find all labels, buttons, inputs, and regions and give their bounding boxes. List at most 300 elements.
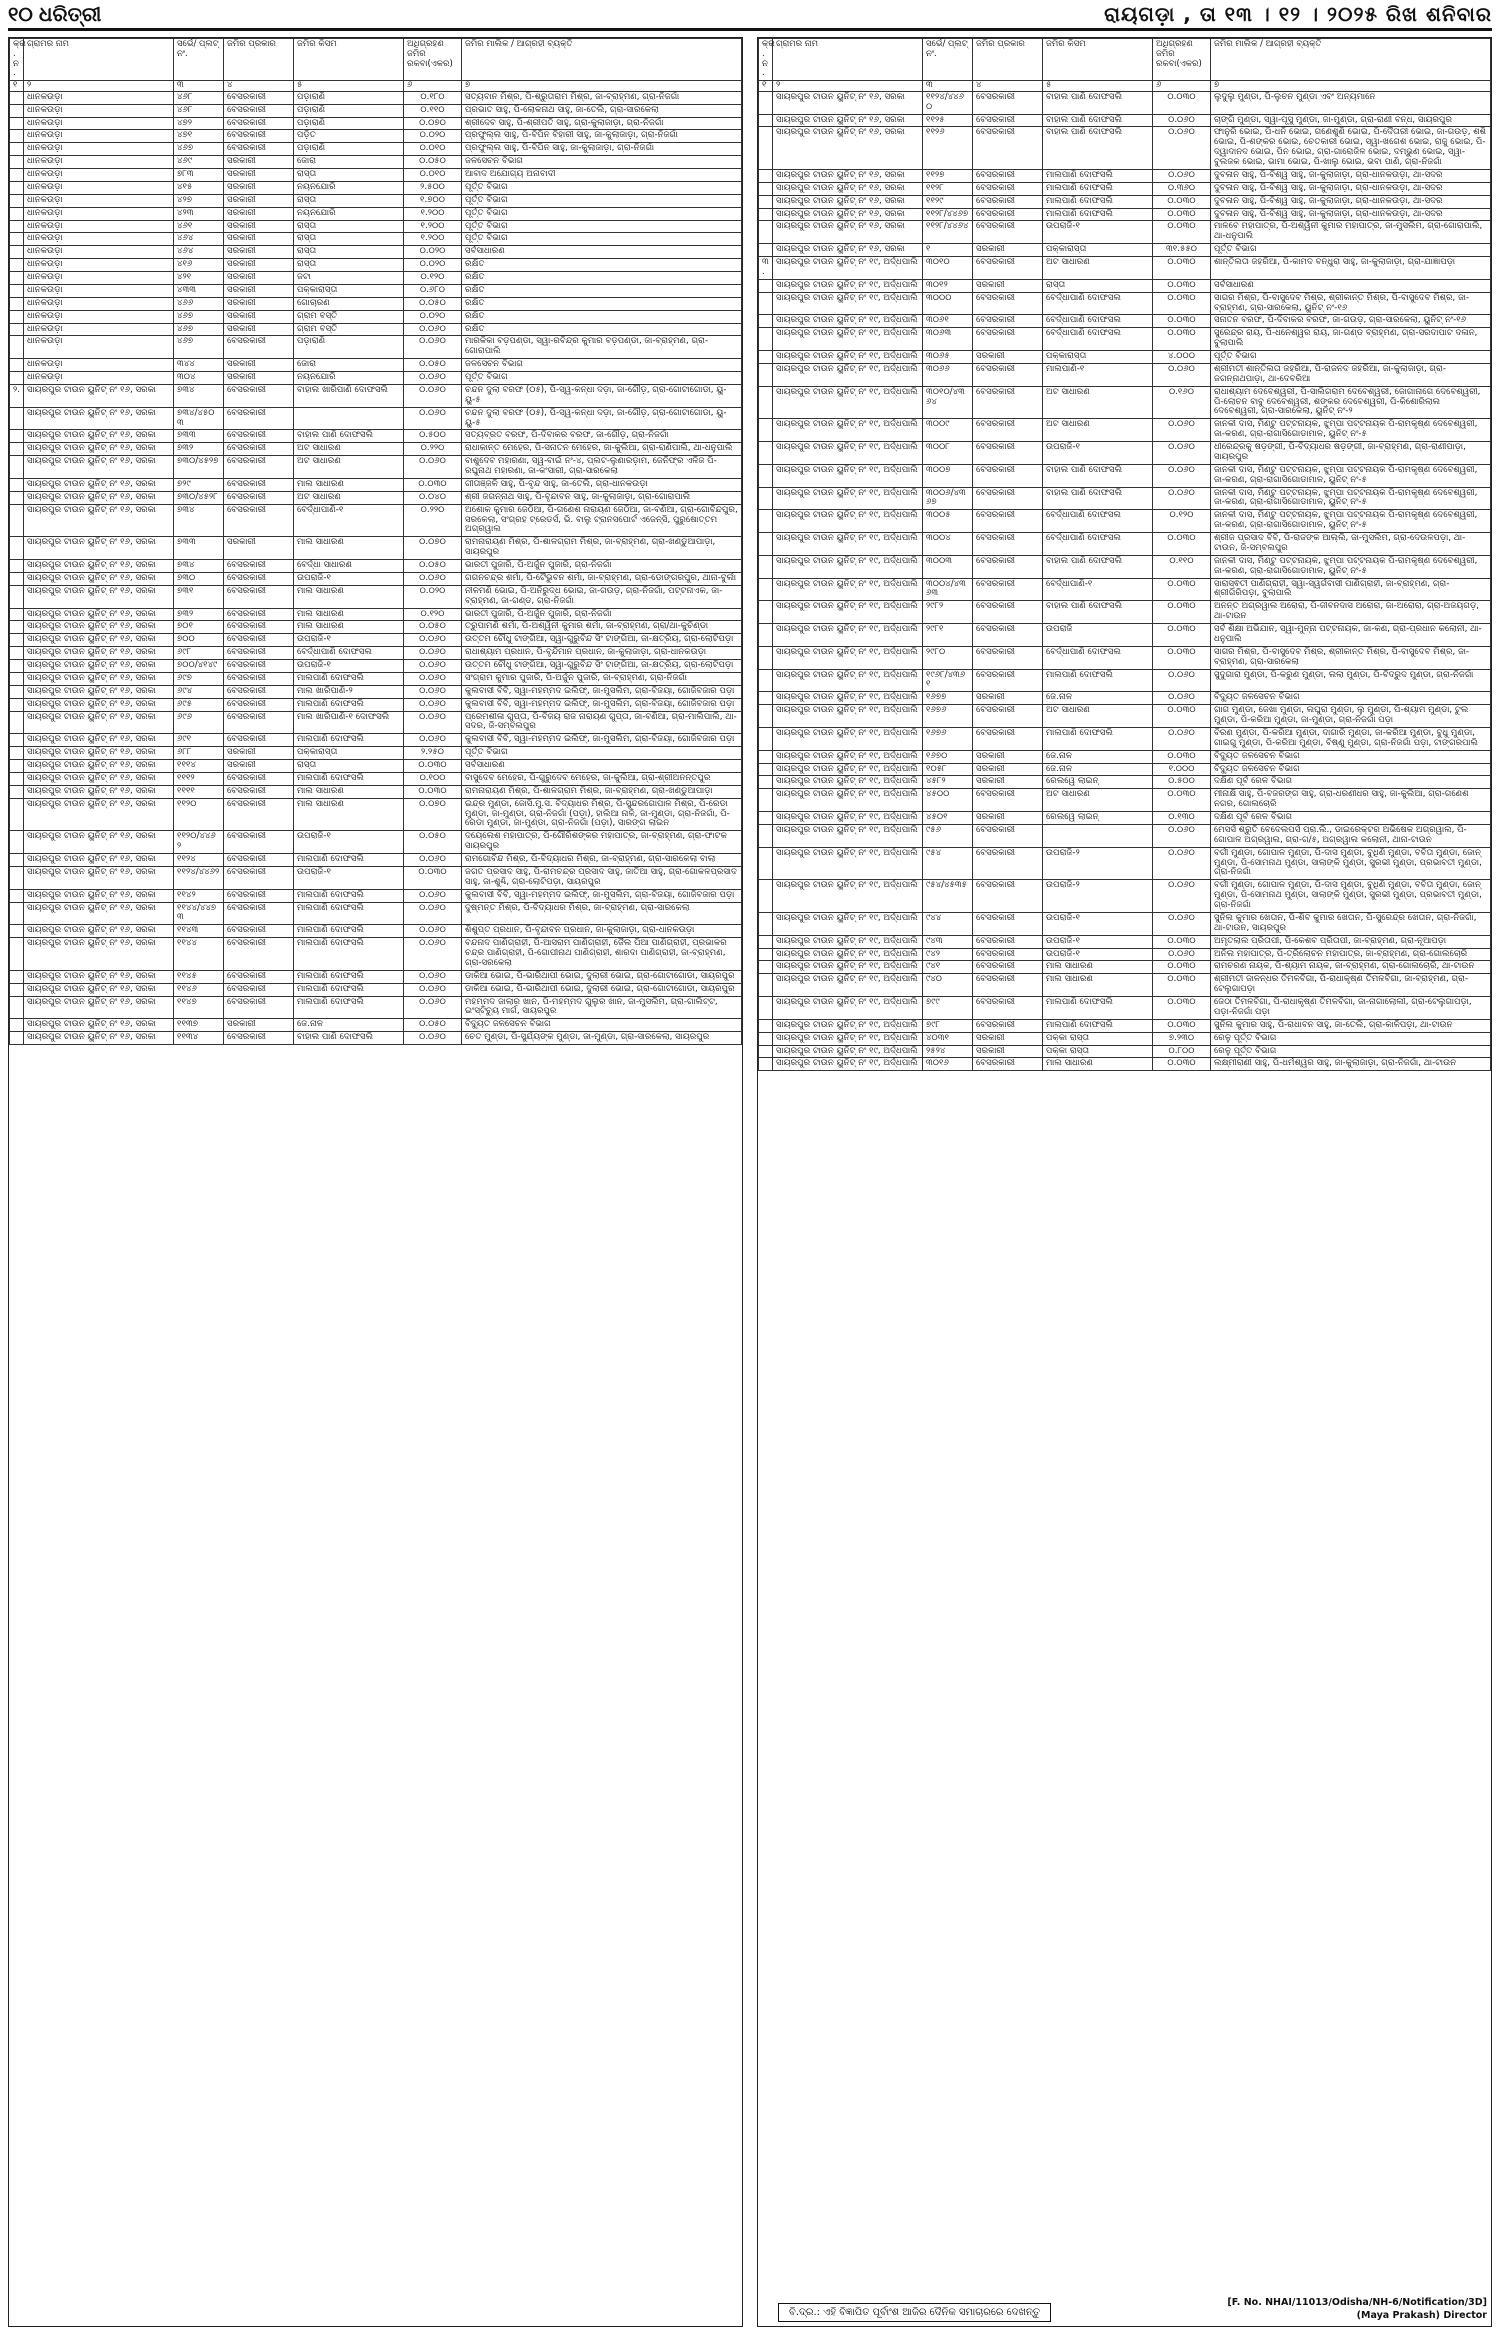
- cell-land-type: ବେସରକାରୀ: [973, 578, 1043, 601]
- cell-sl: [759, 776, 773, 789]
- cell-area: ୧.୨୦୦: [404, 233, 462, 246]
- cell-land-type: ବେସରକାରୀ: [973, 948, 1043, 961]
- cell-land-type: ବେସରକାରୀ: [973, 974, 1043, 997]
- cell-area: ୦.୦୬୦: [404, 384, 462, 407]
- cell-land-type: ବେସରକାରୀ: [224, 130, 294, 143]
- cell-sl: [10, 272, 24, 285]
- cell-land-kind: ମାଲ ସାଧାରଣ: [294, 585, 404, 608]
- cell-land-type: ବେସରକାରୀ: [973, 114, 1043, 127]
- table-row: [759, 669, 1491, 692]
- cell-plot: ୩୦୧୦: [923, 257, 973, 280]
- table-row: [10, 284, 742, 297]
- cell-land-kind: ମାଲପାଣି ଦୋଫସଲି: [294, 889, 404, 902]
- table-row: [10, 407, 742, 430]
- cell-sl: [10, 866, 24, 889]
- cell-sl: [10, 207, 24, 220]
- cell-area: ୦.୦୨୦: [404, 246, 462, 259]
- header-survey: ସର୍ଭେ/ ପ୍ଲଟ୍ ନଂ.: [923, 39, 973, 81]
- cell-sl: [759, 669, 773, 692]
- cell-sl: [759, 750, 773, 763]
- cell-land-kind: ମାଲପାଣି-୧: [1043, 363, 1153, 386]
- cell-plot: ୬୯୬: [174, 711, 224, 734]
- cell-village: ସାୟରପୁର ଟାଉନ ୟୁନିଟ୍ ନଂ ୧୯, ଅର୍ଦ୍ଧପାଲି: [773, 763, 923, 776]
- cell-owner: ବିଦ୍ୟୁତ ଜଳସେଚନ ବିଭାଗ: [1211, 692, 1491, 705]
- cell-owner: ସତ୍ୟବାନ ମିଶ୍ର, ପି-ଶ୍ରୁତାରାମ ମିଶ୍ର, ଜା-ବ୍ରାହ୍ମଣ, ଗ୍ରା-ନିଜଗାଁ: [462, 91, 742, 104]
- table-row: [759, 182, 1491, 195]
- cell-village: ସାୟରପୁର ଟାଉନ ୟୁନିଟ୍ ନଂ ୧୬, ସରକା: [24, 537, 174, 560]
- cell-sl: [759, 624, 773, 647]
- cell-owner: ଦୁବଳାନ ସାହୁ, ପି-ବିଶ୍ୱ ସାହୁ, ଜା-କୁଲାଜାଡ଼ା, ଗ୍ରା-ଧାନକଉଡ଼ା, ଥା-ସଦର: [1211, 195, 1491, 208]
- cell-village: ସାୟରପୁର ଟାଉନ ୟୁନିଟ୍ ନଂ ୧୯, ଅର୍ଦ୍ଧପାଲି: [773, 386, 923, 419]
- cell-owner: ପୂର୍ତ୍ତ ବିଭାଗ: [462, 181, 742, 194]
- cell-village: ସାୟରପୁର ଟାଉନ ୟୁନିଟ୍ ନଂ ୧୬, ସରକା: [24, 456, 174, 479]
- cell-village: ସାୟରପୁର ଟାଉନ ୟୁନିଟ୍ ନଂ ୧୯, ଅର୍ଦ୍ଧପାଲି: [773, 315, 923, 328]
- cell-sl: [759, 812, 773, 825]
- index-cell: ୭: [462, 81, 742, 92]
- table-row: [759, 114, 1491, 127]
- cell-area: ୦.୦୬୦: [1153, 169, 1211, 182]
- cell-village: ସାୟରପୁର ଟାଉନ ୟୁନିଟ୍ ନଂ ୧୬, ସରକା: [24, 772, 174, 785]
- masthead-logo: ଧରିତ୍ରୀ: [38, 1, 102, 26]
- cell-sl: [759, 880, 773, 913]
- cell-plot: ୩୦୬୩: [923, 328, 973, 351]
- cell-village: ସାୟରପୁର ଟାଉନ ୟୁନିଟ୍ ନଂ ୧୬, ସରକା: [24, 430, 174, 443]
- cell-land-kind: ବେର୍ଦ୍ଧା ସାଧାରଣ: [294, 560, 404, 573]
- cell-plot: ୩୦୧୦/୪୩୬୪: [923, 386, 973, 419]
- cell-area: ୦.୧୮୦: [404, 91, 462, 104]
- table-row: [759, 91, 1491, 114]
- cell-land-type: ବେସରକାରୀ: [973, 315, 1043, 328]
- table-row: [759, 419, 1491, 442]
- cell-plot: ୧୧୪୨: [174, 889, 224, 902]
- header-sl: କ୍ର. ନ.: [759, 39, 773, 81]
- cell-owner: କୁଲବାସୀ ବିବି, ସ୍ୱା-ମହମ୍ମଦ ଇଲିଫ୍, ଜା-ମୁସଲିମ, ଗ୍ରା-ବିଜୟା, ଗୋଜିବଜାର ପଡ଼ା: [462, 734, 742, 747]
- table-row: [759, 880, 1491, 913]
- cell-land-type: ସରକାରୀ: [973, 776, 1043, 789]
- cell-land-kind: ନୟନଯୋରି: [294, 181, 404, 194]
- cell-land-type: ସରକାରୀ: [224, 181, 294, 194]
- cell-land-type: ବେସରକାରୀ: [973, 935, 1043, 948]
- cell-village: ଧାନକଉଡ଼ା: [24, 143, 174, 156]
- table-row: [10, 336, 742, 359]
- cell-plot: ୬୯୪: [174, 685, 224, 698]
- cell-owner: ସଂଗ୍ରାମ କୁମାର ପୁଜାରି, ପି-ଅର୍ଜୁନ ପୁଜାରି, ଜା-ବ୍ରାହ୍ମଣ, ଗ୍ରା-ନିଜଗାଁ: [462, 672, 742, 685]
- cell-plot: ୩୦୦୮: [923, 442, 973, 465]
- cell-land-type: ବେସରକାରୀ: [973, 221, 1043, 244]
- cell-owner: ପ୍ରଫୁଲ୍ଲ ସାହୁ, ପି-ବିପିନ ସାହୁ, ଜା-କୁଲାଜାଡ଼ା, ଗ୍ରା-ନିଜଗାଁ: [462, 143, 742, 156]
- table-row: [759, 935, 1491, 948]
- cell-land-type: ବେସରକାରୀ: [973, 208, 1043, 221]
- cell-village: ଧାନକଉଡ଼ା: [24, 323, 174, 336]
- cell-land-kind: ରାସ୍ତା: [294, 259, 404, 272]
- cell-plot: ୧୧୪୪/୪୪୭୩: [174, 902, 224, 925]
- cell-land-type: ସରକାରୀ: [973, 279, 1043, 292]
- table-row: [10, 798, 742, 831]
- signature-block: [1227, 2297, 1487, 2322]
- cell-plot: ୩୦୦୦: [923, 292, 973, 315]
- cell-land-kind: ରେଲୱେ ଲାଇନ୍: [1043, 776, 1153, 789]
- cell-plot: ୯୫୬: [923, 824, 973, 847]
- cell-land-type: ବେସରକାରୀ: [973, 624, 1043, 647]
- cell-area: ୦.୦୬୦: [404, 996, 462, 1019]
- table-row: [759, 692, 1491, 705]
- cell-area: ୦.୦୩୦: [1153, 974, 1211, 997]
- cell-land-kind: ବେର୍ଦ୍ଧାପାଣି-୧: [294, 504, 404, 537]
- cell-village: ସାୟରପୁର ଟାଉନ ୟୁନିଟ୍ ନଂ ୧୬, ସରକା: [24, 698, 174, 711]
- cell-sl: [759, 169, 773, 182]
- cell-village: ସାୟରପୁର ଟାଉନ ୟୁନିଟ୍ ନଂ ୧୯, ଅର୍ଦ୍ଧପାଲି: [773, 555, 923, 578]
- cell-area: ୦.୦୬୦: [1153, 824, 1211, 847]
- cell-village: ସାୟରପୁର ଟାଉନ ୟୁନିଟ୍ ନଂ ୧୯, ଅର୍ଦ୍ଧପାଲି: [773, 669, 923, 692]
- cell-owner: ଜେଠା ତିମଳବିଗା, ପି-ରାଧାକୃଷ୍ଣ ତିମଳବିଗା, ଜା-ନାଗାଲୋଲୀ, ଗ୍ରା-ଟେଲୁଗାପଡ଼ା, ପଡ଼ା-ନିଜଗାଁ ପଡ଼ା: [1211, 997, 1491, 1020]
- table-row: [10, 711, 742, 734]
- cell-land-type: ବେସରକାରୀ: [224, 143, 294, 156]
- cell-land-kind: ପକ୍କାରାସ୍ତା: [294, 284, 404, 297]
- cell-land-type: ବେସରକାରୀ: [973, 127, 1043, 170]
- cell-land-type: ବେସରକାରୀ: [224, 902, 294, 925]
- cell-sl: [10, 323, 24, 336]
- cell-area: ୦.୦୬୦: [404, 854, 462, 867]
- table-row: [10, 181, 742, 194]
- cell-sl: [759, 208, 773, 221]
- cell-land-type: ସରକାରୀ: [224, 297, 294, 310]
- cell-land-type: ବେସରକାରୀ: [973, 1058, 1043, 1071]
- cell-land-type: ବେସରକାରୀ: [224, 572, 294, 585]
- cell-area: ୦.୦୫୦: [404, 297, 462, 310]
- cell-village: ସାୟରପୁର ଟାଉନ ୟୁନିଟ୍ ନଂ ୧୬, ସରକା: [24, 889, 174, 902]
- cell-plot: ୧୬୭୭: [923, 692, 973, 705]
- cell-area: ୩୧.୫୫୦: [1153, 244, 1211, 257]
- cell-owner: ଡାକିଆ ଭୋଇ, ପି-ଭାରିଥାପୀ ଭୋଇ, ଦୁଲାରୀ ଭୋଇ, ଗ୍ରା-ଗୋଟାଗୋଡା, ସାୟରପୁର: [462, 970, 742, 983]
- cell-area: ୦.୦୩୦: [1153, 328, 1211, 351]
- cell-area: ୦.୦୬୦: [404, 734, 462, 747]
- cell-plot: ୪୨୧: [174, 272, 224, 285]
- header-area: ଅଧିଗ୍ରହଣ ଜମିର ରକବା(ଏକର): [1153, 39, 1211, 81]
- cell-sl: [10, 284, 24, 297]
- cell-land-type: ବେସରକାରୀ: [224, 608, 294, 621]
- cell-village: ସାୟରପୁର ଟାଉନ ୟୁନିଟ୍ ନଂ ୧୬, ସରକା: [24, 747, 174, 760]
- cell-sl: ୨.: [10, 384, 24, 407]
- cell-land-kind: ଅଟ ସାଧାରଣ: [1043, 386, 1153, 419]
- cell-area: ୦.୦୬୦: [404, 970, 462, 983]
- cell-area: ୦.୦୩୦: [404, 478, 462, 491]
- cell-sl: [10, 925, 24, 938]
- cell-owner: ଲୁଦୁଲୁ ମୁଣ୍ଡା, ପି-ଲୁଚନ ମୁଣ୍ଡା ଏବଂ ଅନ୍ୟମାନେ: [1211, 91, 1491, 114]
- cell-land-kind: ନୟନଯୋରି: [294, 372, 404, 385]
- cell-land-kind: ବାହାଲ ପାଣି ଦୋଫସଲି: [294, 430, 404, 443]
- cell-land-kind: ମାଲପାଣି ଦୋଫସଲି: [294, 854, 404, 867]
- cell-plot: ୩୦୦୬/୪୩୬୭: [923, 487, 973, 510]
- cell-land-type: ବେସରକାରୀ: [973, 195, 1043, 208]
- cell-owner: ସାଗର ମିଶ୍ର, ପି-ବାସୁଦେବ ମିଶ୍ର, ଶ୍ରୀକାନ୍ତ ମିଶ୍ର, ପି-ବାସୁଦେବ ମିଶ୍ର, ଜା-ବ୍ରାହ୍ମଣ, ଗ୍ରା-ସାରକେଲା: [1211, 646, 1491, 669]
- cell-owner: ସର୍ବସାଧାରଣ: [1211, 279, 1491, 292]
- cell-owner: ଅନିଲ ମହାପାତ୍ର, ପି-ତ୍ରିଲୋଚନ ମହାପାତ୍ର, ଜା-ବ୍ରାହ୍ମଣ, ଗ୍ରା-ଗୋଲଚୋରି: [1211, 948, 1491, 961]
- cell-village: ଧାନକଉଡ଼ା: [24, 156, 174, 169]
- cell-village: ସାୟରପୁର ଟାଉନ ୟୁନିଟ୍ ନଂ ୧୬, ସରକା: [24, 634, 174, 647]
- cell-owner: ଜାନକୀ ଦାସ, ମିଣ୍ଟୁ ପଟ୍ଟନାୟକ, ଝୁମ୍ପା ପଟ୍ଟନାୟକ ପି-ରାମକୃଷ୍ଣ ଦେବେଶ୍ୱରୀ, ଜା-କରଣ, ଗ୍ରା-ରାଗାସିଗୋଡାମାଳ, ୟୁନିଟ୍ ନଂ-୫: [1211, 464, 1491, 487]
- cell-land-kind: ମାଲ ସାଧାରଣ: [294, 478, 404, 491]
- cell-land-kind: ଉପରାଜି-୧: [294, 831, 404, 854]
- cell-sl: [10, 310, 24, 323]
- table-row: [759, 510, 1491, 533]
- header-land-type: ଜମିର ପ୍ରକାର: [973, 39, 1043, 81]
- cell-plot: ୯୪୪: [923, 912, 973, 935]
- table-row: [759, 328, 1491, 351]
- cell-sl: [759, 763, 773, 776]
- cell-plot: ୧୧୧୧: [174, 785, 224, 798]
- cell-land-kind: ମାଲ ଖାରିପାଣି-୧ ଦୋଫସଲି: [294, 711, 404, 734]
- cell-plot: ୨୯୮୧: [923, 624, 973, 647]
- cell-land-type: ବେସରକାରୀ: [224, 1032, 294, 1045]
- cell-owner: ପୂର୍ତ୍ତ ବିଭାଗ: [462, 207, 742, 220]
- cell-land-kind: ଜେ.ନାଳ: [294, 1019, 404, 1032]
- table-row: [10, 831, 742, 854]
- cell-sl: [10, 372, 24, 385]
- cell-plot: ୧୧୨୪/୪୪୬୨: [174, 866, 224, 889]
- cell-sl: [10, 504, 24, 537]
- table-row: [759, 812, 1491, 825]
- cell-land-type: ବେସରକାରୀ: [973, 182, 1043, 195]
- cell-owner: ଦୁଷ୍ମନ୍ତ ମିଶ୍ର, ପି-ବିଦ୍ୟାଧର ମିଶ୍ର, ଜା-ବ୍ରାହ୍ମଣ, ଗ୍ରା-ସାରକେଲା: [462, 902, 742, 925]
- cell-land-kind: ରାସ୍ତା: [294, 233, 404, 246]
- index-cell: ୨: [24, 81, 174, 92]
- table-row: [759, 601, 1491, 624]
- cell-land-kind: ବାହାଲ ପାଣି ଦୋଫସଲି: [1043, 114, 1153, 127]
- cell-village: ସାୟରପୁର ଟାଉନ ୟୁନିଟ୍ ନଂ ୧୯, ଅର୍ଦ୍ଧପାଲି: [773, 812, 923, 825]
- cell-owner: ରେଳୁ ପୂର୍ତ୍ତ ବିଭାଗ: [1211, 1045, 1491, 1058]
- cell-sl: [10, 117, 24, 130]
- cell-owner: ଗୀତାଞ୍ଜଳି ସାହୁ, ପି-ବୃନ୍ଦ ସାହୁ, ଜା-ତେଲି, ଗ୍ରା-ଧାନକଉଡ଼ା: [462, 478, 742, 491]
- cell-village: ସାୟରପୁର ଟାଉନ ୟୁନିଟ୍ ନଂ ୧୯, ଅର୍ଦ୍ଧପାଲି: [773, 935, 923, 948]
- cell-sl: [10, 660, 24, 673]
- cell-land-kind: ବାହାଲ ଖାରିପାଣି ଦୋଫସଲି: [294, 384, 404, 407]
- cell-area: ୦.୦୬୦: [404, 407, 462, 430]
- cell-plot: ୪୬୭: [174, 143, 224, 156]
- cell-owner: ଅନନ୍ତ ଅଗ୍ରୱାଲ ଅରୋରା, ପି-ଜୀବନଦାସ ଅରୋରା, ଜା-ଅରୋରା, ଗ୍ରା-ଅଜୟଗଡ଼, ଥା-ଟାଉନ: [1211, 601, 1491, 624]
- cell-village: ସାୟରପୁର ଟାଉନ ୟୁନିଟ୍ ନଂ ୧୯, ଅର୍ଦ୍ଧପାଲି: [773, 750, 923, 763]
- cell-sl: [10, 798, 24, 831]
- cell-area: ୦.୦୫୦: [404, 156, 462, 169]
- table-row: [10, 902, 742, 925]
- cell-owner: ଗାଗ ମୁଣ୍ଡା, ଜେଖା ମୁଣ୍ଡା, ଲଘୁରା ମୁଣ୍ଡା, ଲୁ ମୁଣ୍ଡା, ପି-ଶ୍ୟାମ ମୁଣ୍ଡା, ଟୁଲ ମୁଣ୍ଡା, ପି-କରିଆ ମୁଣ୍ଡା, ଜା-ମୁଣ୍ଡା, ଗ୍ରା-ନିଜଗାଁ ପଡ଼ା: [1211, 705, 1491, 728]
- cell-land-kind: ଉପରାଜି-୨: [1043, 847, 1153, 880]
- header-owner: ଜମିର ମାଲିକ / ଆଗ୍ରହୀ ବ୍ୟକ୍ତି: [1211, 39, 1491, 81]
- cell-land-type: ବେସରକାରୀ: [973, 997, 1043, 1020]
- cell-area: ୦.୦୩୦: [1153, 624, 1211, 647]
- cell-land-kind: ପକ୍କା ରାସ୍ତା: [1043, 1045, 1153, 1058]
- table-row: [10, 323, 742, 336]
- cell-plot: ୬୯୭: [174, 672, 224, 685]
- cell-sl: [759, 279, 773, 292]
- cell-land-kind: ପକ୍କାରାସ୍ତା: [1043, 351, 1153, 364]
- cell-land-kind: ରାସ୍ତା: [294, 246, 404, 259]
- cell-owner: ରକ୍ଷିତ: [462, 310, 742, 323]
- cell-area: ୦.୦୩୦: [1153, 279, 1211, 292]
- table-row: [10, 938, 742, 971]
- cell-sl: [759, 555, 773, 578]
- cell-plot: ୪୫୦୧: [923, 812, 973, 825]
- cell-owner: ପୂର୍ତ୍ତ ବିଭାଗ: [462, 233, 742, 246]
- cell-land-kind: ଅଟ ସାଧାରଣ: [1043, 419, 1153, 442]
- cell-land-type: ବେସରକାରୀ: [224, 621, 294, 634]
- cell-land-type: ସରକାରୀ: [224, 272, 294, 285]
- cell-village: ସାୟରପୁର ଟାଉନ ୟୁନିଟ୍ ନଂ ୧୬, ସରକା: [24, 734, 174, 747]
- cell-village: ଧାନକଉଡ଼ା: [24, 259, 174, 272]
- table-header-row: [10, 39, 742, 81]
- cell-sl: [759, 221, 773, 244]
- cell-area: ୦.୦୩୦: [1153, 997, 1211, 1020]
- cell-sl: [759, 997, 773, 1020]
- cell-village: ଧାନକଉଡ଼ା: [24, 104, 174, 117]
- cell-land-kind: ବେର୍ଦ୍ଧାପାଣି ଦୋଫସଲ: [1043, 292, 1153, 315]
- cell-area: ୦.୨୨୦: [404, 504, 462, 537]
- cell-owner: ରାମଚରଣ ନାୟକ, ପି-ଶ୍ୟାମ ନାୟକ, ଜା-ବ୍ରାହ୍ମଣ, ଗ୍ରା-ଗୋଲଚୋରି, ଥା-ଟାଉନ: [1211, 961, 1491, 974]
- cell-land-kind: ମାଲପାଣି ଦୋଫସଲି: [1043, 1019, 1153, 1032]
- cell-sl: [759, 1058, 773, 1071]
- cell-land-type: ସରକାରୀ: [973, 763, 1043, 776]
- cell-land-type: ସରକାରୀ: [973, 1045, 1043, 1058]
- cell-owner: ମାଳବେ ମହାପାତ୍ର, ପି-ଅଶ୍ୱିନୀ କୁମାର ମହାପାତ୍ର, ଜା-ମୁସଲିମ, ଗ୍ରା-ଗୋରାପାଲି, ଥା-ଧନୁପାଲି: [1211, 221, 1491, 244]
- cell-sl: [10, 902, 24, 925]
- cell-plot: ୬୯୫: [174, 698, 224, 711]
- cell-land-type: ବେସରକାରୀ: [224, 925, 294, 938]
- cell-village: ସାୟରପୁର ଟାଉନ ୟୁନିଟ୍ ନଂ ୧୯, ଅର୍ଦ୍ଧପାଲି: [773, 776, 923, 789]
- cell-area: ୦.୦୬୦: [404, 698, 462, 711]
- cell-owner: ରକ୍ଷିତ: [462, 284, 742, 297]
- cell-land-type: ସରକାରୀ: [224, 284, 294, 297]
- right-table-body: [759, 91, 1491, 1071]
- cell-land-kind: ରାସ୍ତା: [294, 760, 404, 773]
- cell-land-kind: ବେର୍ଦ୍ଧାପାଣି ଦୋଫସଲ: [1043, 533, 1153, 556]
- cell-owner: ଫାନୁରି ଭୋଇ, ପି-ଧନି ଭୋଇ, ଗଣେଶୁଣି ଭୋଇ, ପି-ଦୈତାରୀ ଭୋଇ, ଜା-ଗଉଡ଼, ଶଶି ଭୋଇ, ପି-ଶଙ୍କର ଭୋଇ, ଚେତକାରୀ ଭୋଇ, ସ୍ୱା-ଖଗେଶ ଭୋଇ, ରାଜୁ ଭୋଇ, ପି-ଦ୍ୱାଦାନଦ ଭୋଇ, ପିନ ଭୋଇ, ଗ୍ରା-ଗାରୋଜିଳ ଭୋଇ, ଦମ୍ଭୁଣ ଭୋଇ, ସ୍ୱା-ବୁଲଜକ ଭୋଇ, ଭାମା ଭୋଇ, ପି-ଖାଲୁ ଭୋଇ, ଭବା ପାଣି, ଗ୍ରା-ନିଜଗାଁ: [1211, 127, 1491, 170]
- page-header: [8, 0, 1492, 31]
- cell-land-kind: ବାହାଲ ପାଣି ଦୋଫସଲି: [1043, 127, 1153, 170]
- cell-area: ୦.୦୬୦: [404, 902, 462, 925]
- cell-land-kind: ପଡ଼ାରାଣି: [294, 117, 404, 130]
- cell-owner: ରକ୍ଷିତ: [462, 297, 742, 310]
- table-row: [759, 705, 1491, 728]
- cell-sl: [759, 912, 773, 935]
- cell-village: ସାୟରପୁର ଟାଉନ ୟୁନିଟ୍ ନଂ ୧୬, ସରକା: [24, 660, 174, 673]
- left-column: [8, 37, 743, 2327]
- cell-land-type: ସରକାରୀ: [224, 1019, 294, 1032]
- cell-village: ଧାନକଉଡ଼ା: [24, 181, 174, 194]
- cell-area: ୨.୨୫୦: [404, 747, 462, 760]
- cell-plot: ୬୯୮: [174, 647, 224, 660]
- cell-plot: ୩୦୦୪: [923, 533, 973, 556]
- cell-land-type: ବେସରକାରୀ: [224, 384, 294, 407]
- cell-area: ୦.୦୬୦: [1153, 912, 1211, 935]
- cell-sl: ୩.: [759, 257, 773, 280]
- table-row: [10, 207, 742, 220]
- cell-area: ୦.୦୬୦: [404, 672, 462, 685]
- cell-village: ସାୟରପୁର ଟାଉନ ୟୁନିଟ୍ ନଂ ୧୯, ଅର୍ଦ୍ଧପାଲି: [773, 487, 923, 510]
- cell-plot: ୪୬୭: [174, 323, 224, 336]
- cell-land-type: ବେସରକାରୀ: [973, 292, 1043, 315]
- signatory-name: (Maya Prakash) Director: [1356, 2309, 1487, 2321]
- cell-land-kind: ଅଟ ସାଧାରଣ: [1043, 705, 1153, 728]
- cell-sl: [10, 130, 24, 143]
- cell-owner: ମାରକିକା ବଡ଼ପଣ୍ଡା, ସ୍ୱା-ରବିନ୍ଦ୍ର କୁମାର ବଡ଼ପଣ୍ଡା, ଜା-ବ୍ରାହ୍ମଣ, ଗ୍ରା-ଗୋରାପାଲି: [462, 336, 742, 359]
- cell-area: ୦.୫୦୦: [404, 430, 462, 443]
- cell-village: ସାୟରପୁର ଟାଉନ ୟୁନିଟ୍ ନଂ ୧୬, ସରକା: [24, 1019, 174, 1032]
- cell-area: ୦.୦୩୦: [404, 866, 462, 889]
- cell-village: ସାୟରପୁର ଟାଉନ ୟୁନିଟ୍ ନଂ ୧୬, ସରକା: [24, 685, 174, 698]
- cell-village: ସାୟରପୁର ଟାଉନ ୟୁନିଟ୍ ନଂ ୧୬, ସରକା: [24, 384, 174, 407]
- cell-village: ଧାନକଉଡ଼ା: [24, 117, 174, 130]
- table-row: [10, 272, 742, 285]
- cell-land-kind: ଅଟ ସାଧାରଣ: [294, 443, 404, 456]
- cell-area: ୦.୦୫୦: [404, 831, 462, 854]
- cell-area: ୦.୦୭୦: [404, 537, 462, 560]
- cell-land-kind: ଜୋରା: [294, 359, 404, 372]
- cell-village: ସାୟରପୁର ଟାଉନ ୟୁନିଟ୍ ନଂ ୧୯, ଅର୍ଦ୍ଧପାଲି: [773, 510, 923, 533]
- right-column: [757, 37, 1492, 2327]
- table-row: [759, 279, 1491, 292]
- cell-area: ୦.୦୬୦: [404, 685, 462, 698]
- cell-plot: ୧୧୧୪: [174, 760, 224, 773]
- cell-sl: [10, 785, 24, 798]
- cell-village: ସାୟରପୁର ଟାଉନ ୟୁନିଟ୍ ନଂ ୧୬, ସରକା: [24, 560, 174, 573]
- cell-owner: ଧୀରେନ୍ଦ୍ରକୁ ଷଡ଼ଙ୍ଗୀ, ପି-ବିଦ୍ୟାଧର ଷଡ଼ଙ୍ଗୀ, ଜା-ବ୍ରାହ୍ମଣ, ଗ୍ରା-ରାଣୀପାଡ଼ା, ସାୟରପୁର: [1211, 442, 1491, 465]
- cell-plot: ୭୩୪: [174, 384, 224, 407]
- cell-area: ୦.୦୩୦: [1153, 257, 1211, 280]
- cell-plot: ୪୧୫: [174, 181, 224, 194]
- cell-village: ସାୟରପୁର ଟାଉନ ୟୁନିଟ୍ ନଂ ୧୯, ଅର୍ଦ୍ଧପାଲି: [773, 646, 923, 669]
- table-row: [10, 685, 742, 698]
- cell-sl: [10, 685, 24, 698]
- cell-owner: ଜାନକୀ ଦାସ, ମିଣ୍ଟୁ ପଟ୍ଟନାୟକ, ଝୁମ୍ପା ପଟ୍ଟନାୟକ ପି-ରାମକୃଷ୍ଣ ଦେବେଶ୍ୱରୀ, ଜା-କରଣ, ଗ୍ରା-ରାଗାସିଗୋଡାମାଳ, ୟୁନିଟ୍ ନଂ-୫: [1211, 555, 1491, 578]
- cell-sl: [10, 233, 24, 246]
- cell-land-kind: ଉପରାଜି-୧: [1043, 948, 1153, 961]
- cell-village: ଧାନକଉଡ଼ା: [24, 194, 174, 207]
- cell-plot: ୪୬୪: [174, 246, 224, 259]
- cell-sl: [10, 456, 24, 479]
- cell-land-type: ବେସରକାରୀ: [973, 789, 1043, 812]
- cell-plot: ୪୭୨: [174, 117, 224, 130]
- cell-sl: [759, 789, 773, 812]
- cell-owner: ପୂର୍ତ୍ତ ବିଭାଗ: [462, 194, 742, 207]
- cell-land-type: ସରକାରୀ: [224, 194, 294, 207]
- table-row: [10, 220, 742, 233]
- cell-sl: [759, 961, 773, 974]
- table-row: [759, 244, 1491, 257]
- cell-owner: ନୀଳମଣି ଭୋଇ, ପି-ଅନିରୁଦ୍ଧ ଭୋଇ, ଜା-ଗଉଡ଼, ଗ୍ରା-ନିଜଗାଁ, ପଟ୍ଟନାଏକ, ଜା-ବ୍ରାହ୍ମଣ, ଜା-ଗଣ୍ଡ, ଗ୍ରା-ନିଜଗାଁ: [462, 585, 742, 608]
- cell-village: ସାୟରପୁର ଟାଉନ ୟୁନିଟ୍ ନଂ ୧୬, ସରକା: [773, 244, 923, 257]
- cell-village: ସାୟରପୁର ଟାଉନ ୟୁନିଟ୍ ନଂ ୧୬, ସରକା: [24, 443, 174, 456]
- cell-village: ସାୟରପୁର ଟାଉନ ୟୁନିଟ୍ ନଂ ୧୯, ଅର୍ଦ୍ଧପାଲି: [773, 351, 923, 364]
- cell-land-kind: ଗ୍ରାମ ବସ୍ତି: [294, 323, 404, 336]
- cell-area: ୦.୦୩୦: [1153, 601, 1211, 624]
- cell-sl: [10, 1032, 24, 1045]
- cell-owner: ଦକ୍ଷିଣ ପୂର୍ବ ରେଳ ବିଭାଗ: [1211, 776, 1491, 789]
- cell-land-type: ବେସରକାରୀ: [224, 478, 294, 491]
- cell-land-type: ବେସରକାରୀ: [973, 442, 1043, 465]
- cell-land-kind: ଗ୍ରାମ ବସ୍ତି: [294, 310, 404, 323]
- cell-sl: [759, 578, 773, 601]
- cell-land-kind: ମାଲ ଖାରିପାଣି-୨: [294, 685, 404, 698]
- cell-land-type: ବେସରକାରୀ: [973, 912, 1043, 935]
- cell-land-kind: ପକ୍କାରାସ୍ତା: [294, 747, 404, 760]
- cell-land-type: ସରକାରୀ: [973, 351, 1043, 364]
- table-row: [10, 117, 742, 130]
- cell-land-type: ବେସରକାରୀ: [973, 727, 1043, 750]
- cell-area: ୦.୧୨୦: [404, 272, 462, 285]
- cell-sl: [759, 824, 773, 847]
- cell-land-kind: ପଡ଼ାରାଣି: [294, 143, 404, 156]
- cell-plot: ୭୦୦/୪୧୪୯: [174, 660, 224, 673]
- cell-sl: [10, 181, 24, 194]
